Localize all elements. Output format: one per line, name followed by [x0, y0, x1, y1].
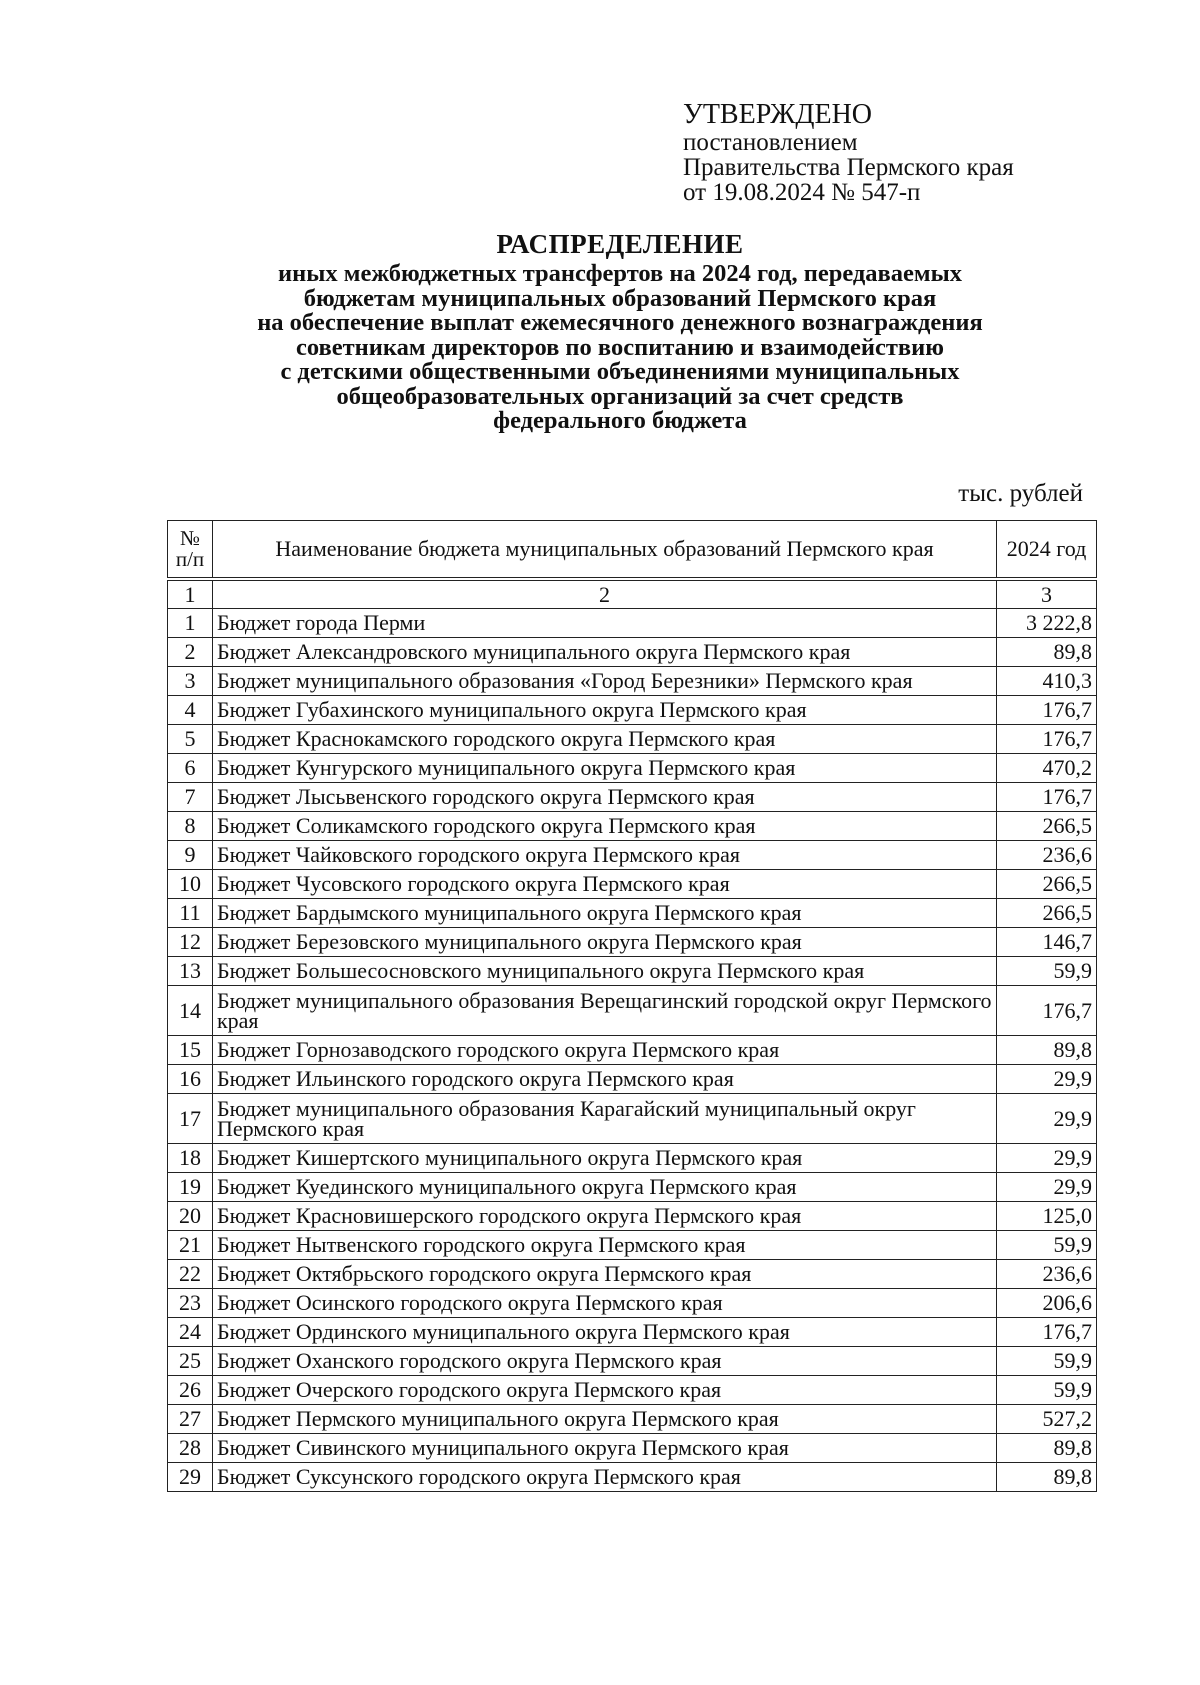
header-number: № п/п	[168, 521, 213, 580]
table-row	[168, 1463, 1097, 1492]
row-value: 206,6	[997, 1289, 1097, 1318]
row-number: 25	[168, 1347, 213, 1376]
row-value: 176,7	[997, 986, 1097, 1036]
row-number: 8	[168, 812, 213, 841]
approval-line-3: от 19.08.2024 № 547-п	[683, 179, 921, 206]
row-number: 19	[168, 1173, 213, 1202]
subtitle-line: советникам директоров по воспитанию и взаимодействию	[296, 333, 944, 361]
row-value: 59,9	[997, 1376, 1097, 1405]
subtitle-line: с детскими общественными объединениями муниципальных	[280, 358, 960, 385]
table-row	[168, 1376, 1097, 1405]
table-row	[168, 609, 1097, 638]
table-row	[168, 1231, 1097, 1260]
row-value: 89,8	[997, 1036, 1097, 1065]
budget-table	[167, 520, 1097, 1492]
row-value: 236,6	[997, 1260, 1097, 1289]
approval-line-2: Правительства Пермского края	[683, 154, 1014, 181]
row-value: 527,2	[997, 1405, 1097, 1434]
row-value: 176,7	[997, 725, 1097, 754]
row-number: 7	[168, 783, 213, 812]
column-number-row	[168, 579, 1097, 609]
row-name: Бюджет Краснокамского городского округа Пермского края	[212, 725, 996, 754]
row-name: Бюджет Березовского муниципального округа Пермского края	[212, 928, 996, 957]
row-value: 176,7	[997, 1318, 1097, 1347]
row-value: 146,7	[997, 928, 1097, 957]
table-row	[168, 1036, 1097, 1065]
row-value: 89,8	[997, 638, 1097, 667]
table-row	[168, 870, 1097, 899]
row-number: 11	[168, 899, 213, 928]
row-value: 176,7	[997, 783, 1097, 812]
row-number: 22	[168, 1260, 213, 1289]
subtitle-line: бюджетам муниципальных образований Пермского края	[303, 284, 937, 312]
row-value: 89,8	[997, 1434, 1097, 1463]
row-name: Бюджет Кунгурского муниципального округа Пермского края	[212, 754, 996, 783]
row-number: 3	[168, 667, 213, 696]
row-number: 17	[168, 1094, 213, 1144]
row-number: 9	[168, 841, 213, 870]
table-row	[168, 1289, 1097, 1318]
table-row	[168, 1202, 1097, 1231]
header-name: Наименование бюджета муниципальных образований Пермского края	[212, 521, 996, 580]
row-value: 29,9	[997, 1065, 1097, 1094]
table-row	[168, 1065, 1097, 1094]
table-row	[168, 754, 1097, 783]
subtitle-line: на обеспечение выплат ежемесячного денежного вознаграждения	[257, 309, 983, 336]
row-number: 20	[168, 1202, 213, 1231]
approval-line-1: постановлением	[683, 129, 858, 156]
row-value: 410,3	[997, 667, 1097, 696]
table-row	[168, 667, 1097, 696]
table-row	[168, 928, 1097, 957]
approval-block	[683, 100, 1014, 205]
row-name: Бюджет Очерского городского округа Пермского края	[212, 1376, 996, 1405]
row-name: Бюджет муниципального образования «Город Березники» Пермского края	[212, 667, 996, 696]
row-value: 59,9	[997, 957, 1097, 986]
row-number: 23	[168, 1289, 213, 1318]
row-number: 6	[168, 754, 213, 783]
column-number: 2	[212, 579, 996, 609]
table-header-row	[168, 521, 1097, 580]
row-number: 28	[168, 1434, 213, 1463]
column-number: 1	[168, 579, 213, 609]
row-name: Бюджет Куединского муниципального округа Пермского края	[212, 1173, 996, 1202]
row-value: 59,9	[997, 1347, 1097, 1376]
row-name: Бюджет Суксунского городского округа Пермского края	[212, 1463, 996, 1492]
row-value: 3 222,8	[997, 609, 1097, 638]
table-row	[168, 696, 1097, 725]
table-row	[168, 783, 1097, 812]
row-number: 15	[168, 1036, 213, 1065]
table-row	[168, 1144, 1097, 1173]
row-value: 266,5	[997, 870, 1097, 899]
row-value: 29,9	[997, 1094, 1097, 1144]
row-name: Бюджет Чусовского городского округа Пермского края	[212, 870, 996, 899]
subtitle-line: федерального бюджета	[493, 407, 747, 434]
row-name: Бюджет Александровского муниципального округа Пермского края	[212, 638, 996, 667]
row-name: Бюджет Сивинского муниципального округа Пермского края	[212, 1434, 996, 1463]
units-label: тыс. рублей	[958, 480, 1083, 507]
row-name: Бюджет Горнозаводского городского округа Пермского края	[212, 1036, 996, 1065]
row-number: 12	[168, 928, 213, 957]
row-name: Бюджет Губахинского муниципального округа Пермского края	[212, 696, 996, 725]
subtitle-line: общеобразовательных организаций за счет средств	[336, 382, 904, 410]
row-number: 29	[168, 1463, 213, 1492]
row-name: Бюджет Красновишерского городского округа Пермского края	[212, 1202, 996, 1231]
row-name: Бюджет Нытвенского городского округа Пермского края	[212, 1231, 996, 1260]
table-row	[168, 899, 1097, 928]
row-number: 5	[168, 725, 213, 754]
row-number: 13	[168, 957, 213, 986]
row-name: Бюджет Чайковского городского округа Пермского края	[212, 841, 996, 870]
row-number: 10	[168, 870, 213, 899]
row-name: Бюджет Оханского городского округа Пермского края	[212, 1347, 996, 1376]
row-number: 27	[168, 1405, 213, 1434]
row-name: Бюджет Бардымского муниципального округа Пермского края	[212, 899, 996, 928]
row-number: 24	[168, 1318, 213, 1347]
document-title: РАСПРЕДЕЛЕНИЕ	[496, 229, 744, 259]
document-title-block	[120, 226, 1120, 434]
row-number: 16	[168, 1065, 213, 1094]
table-row	[168, 1405, 1097, 1434]
row-number: 18	[168, 1144, 213, 1173]
row-value: 59,9	[997, 1231, 1097, 1260]
row-value: 470,2	[997, 754, 1097, 783]
table-row	[168, 986, 1097, 1036]
row-value: 29,9	[997, 1173, 1097, 1202]
table-row	[168, 1347, 1097, 1376]
row-name: Бюджет Соликамского городского округа Пермского края	[212, 812, 996, 841]
table-row	[168, 812, 1097, 841]
table-row	[168, 725, 1097, 754]
row-value: 89,8	[997, 1463, 1097, 1492]
row-number: 14	[168, 986, 213, 1036]
row-number: 4	[168, 696, 213, 725]
table-row	[168, 638, 1097, 667]
row-number: 2	[168, 638, 213, 667]
table-row	[168, 841, 1097, 870]
row-name: Бюджет города Перми	[212, 609, 996, 638]
header-value: 2024 год	[997, 521, 1097, 580]
row-value: 29,9	[997, 1144, 1097, 1173]
row-name: Бюджет Пермского муниципального округа Пермского края	[212, 1405, 996, 1434]
table-row	[168, 1434, 1097, 1463]
table-row	[168, 1173, 1097, 1202]
row-name: Бюджет Ординского муниципального округа Пермского края	[212, 1318, 996, 1347]
row-value: 176,7	[997, 696, 1097, 725]
table-row	[168, 1260, 1097, 1289]
row-value: 236,6	[997, 841, 1097, 870]
row-number: 21	[168, 1231, 213, 1260]
table-row	[168, 1094, 1097, 1144]
row-value: 125,0	[997, 1202, 1097, 1231]
row-name: Бюджет муниципального образования Верещагинский городской округ Пермского края	[212, 986, 996, 1036]
row-name: Бюджет Большесосновского муниципального округа Пермского края	[212, 957, 996, 986]
column-number: 3	[997, 579, 1097, 609]
row-number: 26	[168, 1376, 213, 1405]
subtitle-line: иных межбюджетных трансфертов на 2024 год, передаваемых	[278, 260, 962, 287]
row-name: Бюджет Кишертского муниципального округа Пермского края	[212, 1144, 996, 1173]
row-name: Бюджет Лысьвенского городского округа Пермского края	[212, 783, 996, 812]
table-row	[168, 1318, 1097, 1347]
row-number: 1	[168, 609, 213, 638]
row-name: Бюджет Октябрьского городского округа Пермского края	[212, 1260, 996, 1289]
row-value: 266,5	[997, 899, 1097, 928]
table-row	[168, 957, 1097, 986]
row-name: Бюджет муниципального образования Карагайский муниципальный округ Пермского края	[212, 1094, 996, 1144]
row-value: 266,5	[997, 812, 1097, 841]
approval-heading: УТВЕРЖДЕНО	[683, 99, 873, 130]
row-name: Бюджет Осинского городского округа Пермского края	[212, 1289, 996, 1318]
row-name: Бюджет Ильинского городского округа Пермского края	[212, 1065, 996, 1094]
